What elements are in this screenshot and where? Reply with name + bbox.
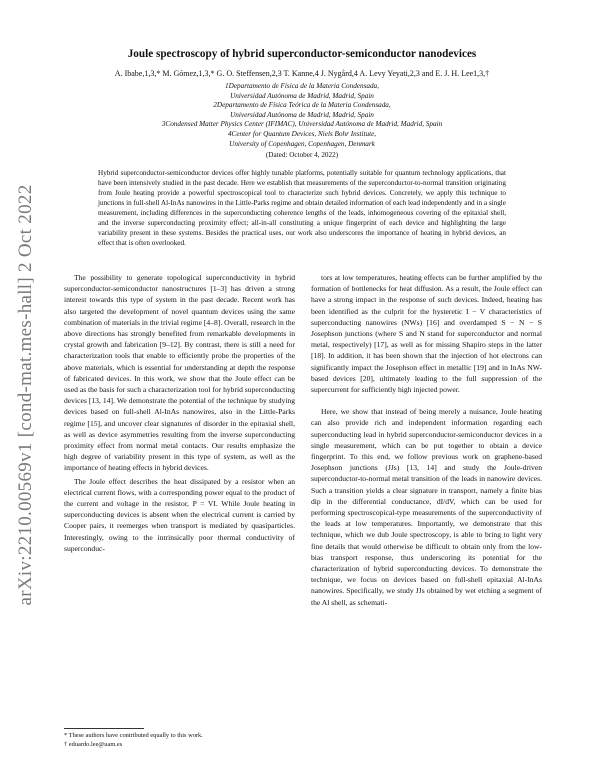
- footnotes: [64, 728, 295, 749]
- body-columns: [64, 272, 542, 608]
- affiliation-line: 2Departamento de Física Teórica de la Materia Condensada,: [213, 101, 391, 110]
- affiliation-line: University of Copenhagen, Copenhagen, Denmark: [229, 139, 375, 148]
- footnote-rule: [64, 728, 144, 729]
- arxiv-sidebar-stamp: [10, 160, 42, 630]
- author-list: A. Ibabe,1,3,* M. Gómez,1,3,* G. O. Steffensen,2,3 T. Kanne,4 J. Nygård,4 A. Levy Yeyati,2,3 and E. J. H. Lee1,3,†: [114, 69, 490, 78]
- arxiv-identifier: arXiv:2210.00569v1 [cond-mat.mes-hall] 2 Oct 2022: [15, 184, 36, 606]
- body-paragraph: The Joule effect describes the heat dissipated by a resistor when an electrical current flows, with a corresponding power equal to the product of the current and voltage in the resistor, P = VI. While Joule heating in superconducting devices is absent when the electrical current is carried by Cooper pairs, it reemerges when transport is mediated by quasiparticles. Interestingly, owing to the intrinsically poor thermal conductivity of superconduc-: [64, 476, 295, 553]
- affiliation-line: 1Departamento de Física de la Materia Condensada,: [225, 82, 379, 90]
- affiliation-line: Universidad Autónoma de Madrid, Madrid, Spain: [230, 110, 374, 119]
- footnote-email: † eduardo.lee@uam.es: [64, 740, 123, 748]
- body-paragraph: The possibility to generate topological superconductivity in hybrid superconductor-semiconductor nanostructures [1–3] has driven a strong interest towards this type of system in the past decade. Recent work has also targeted the development of novel quantum devices using the same combination of materials in the trivial regime [4–8]. Overall, research in the above directions has strongly benefited from remarkable developments in crystal growth and fabrication [9–12]. By contrast, there is still a need for characterization tools that enable to efficiently probe the properties of the above materials, which is essential for understanding at depth the response of fabricated devices. In this work, we show that the Joule effect can be used as the basis for such a characterization tool for hybrid superconducting devices [13, 14]. We demonstrate the potential of the technique by studying devices based on full-shell Al-InAs nanowires, also in the Little-Parks regime [15], and uncover clear signatures of disorder in the epitaxial shell, as well as device asymmetries resulting from the inverse superconducting proximity effect from normal metal contacts. Our results emphasize the high degree of variability present in this type of system, as well as the importance of heating effects in hybrid devices.: [64, 273, 295, 473]
- paper-title: Joule spectroscopy of hybrid superconductor-semiconductor nanodevices: [127, 48, 477, 60]
- left-column: [64, 272, 295, 608]
- body-paragraph: Here, we show that instead of being merely a nuisance, Joule heating can also provide rich and independent information regarding each superconducting lead in hybrid superconductor-semiconductor devices in a single measurement, which can be put together to obtain a device fingerprint. To this end, we follow previous work on graphene-based Josephson junctions (JJs) [13, 14] and study the Joule-driven superconductor-to-normal metal transition of the leads in nanowire devices. Such a transition yields a clear signature in transport, namely a finite bias dip in the differential conductance, dI/dV, which can be used for performing spectroscopical-type measurements of the superconductivity of the leads at low temperatures. Importantly, we demonstrate that this technique, which we dub Joule spectroscopy, is able to bring to light very fine details that would otherwise be difficult to obtain only from the low-bias transport response, thus underscoring its potential for the characterization of hybrid superconducting devices. To demonstrate the technique, we focus on devices based on full-shell epitaxial Al-InAs nanowires. Specifically, we study JJs obtained by wet etching a segment of the Al shell, as schemati-: [311, 407, 542, 607]
- affiliation-line: 4Center for Quantum Devices, Niels Bohr Institute,: [227, 129, 377, 138]
- affiliation-block: [64, 82, 540, 149]
- body-paragraph: tors at low temperatures, heating effects can be further amplified by the formation of bottlenecks for heat diffusion. As a result, the Joule effect can have a strong impact in the response of such devices. Indeed, heating has been identified as the culprit for the hysteretic I − V characteristics of superconducting nanowires (NWs) [16] and overdamped S − N − S Josephson junctions (where S and N stand for superconductor and normal metal, respectively) [17], as well as for missing Shapiro steps in the latter [18]. In addition, it has been shown that the injection of hot electrons can significantly impact the Josephson effect in metallic [19] and in InAs NW-based devices [20], ultimately leading to the full suppression of the supercurrent for sufficiently high injected power.: [311, 273, 542, 395]
- paper-header: [64, 48, 540, 248]
- affiliation-line: 3Condensed Matter Physics Center (IFIMAC), Universidad Autónoma de Madrid, Madrid, Spain: [161, 120, 443, 129]
- abstract: Hybrid superconductor-semiconductor devices offer highly tunable platforms, potentially suitable for quantum technology applications, that have been intensively studied in the past decade. Here we establish that measurements of the superconductor-to-normal transition originating from Joule heating provide a powerful spectroscopical tool to characterize such hybrid devices. Concretely, we apply this technique to junctions in full-shell Al-InAs nanowires in the Little-Parks regime and obtain detailed information of each lead independently and in a single measurement, including differences in the superconducting coherence lengths of the leads, inhomogeneous covering of the epitaxial shell, and the inverse superconducting proximity effect; all-in-all constituting a unique fingerprint of each device and highlighting the large variability present in these systems. Besides the practical uses, our work also underscores the importance of heating in hybrid devices, an effect that is often overlooked.: [98, 169, 506, 248]
- right-column: [311, 272, 542, 608]
- dated-line: (Dated: October 4, 2022): [265, 151, 339, 160]
- footnote-equal-contribution: * These authors have contributed equally to this work.: [64, 732, 203, 739]
- affiliation-line: Universidad Autónoma de Madrid, Madrid, Spain: [230, 91, 374, 100]
